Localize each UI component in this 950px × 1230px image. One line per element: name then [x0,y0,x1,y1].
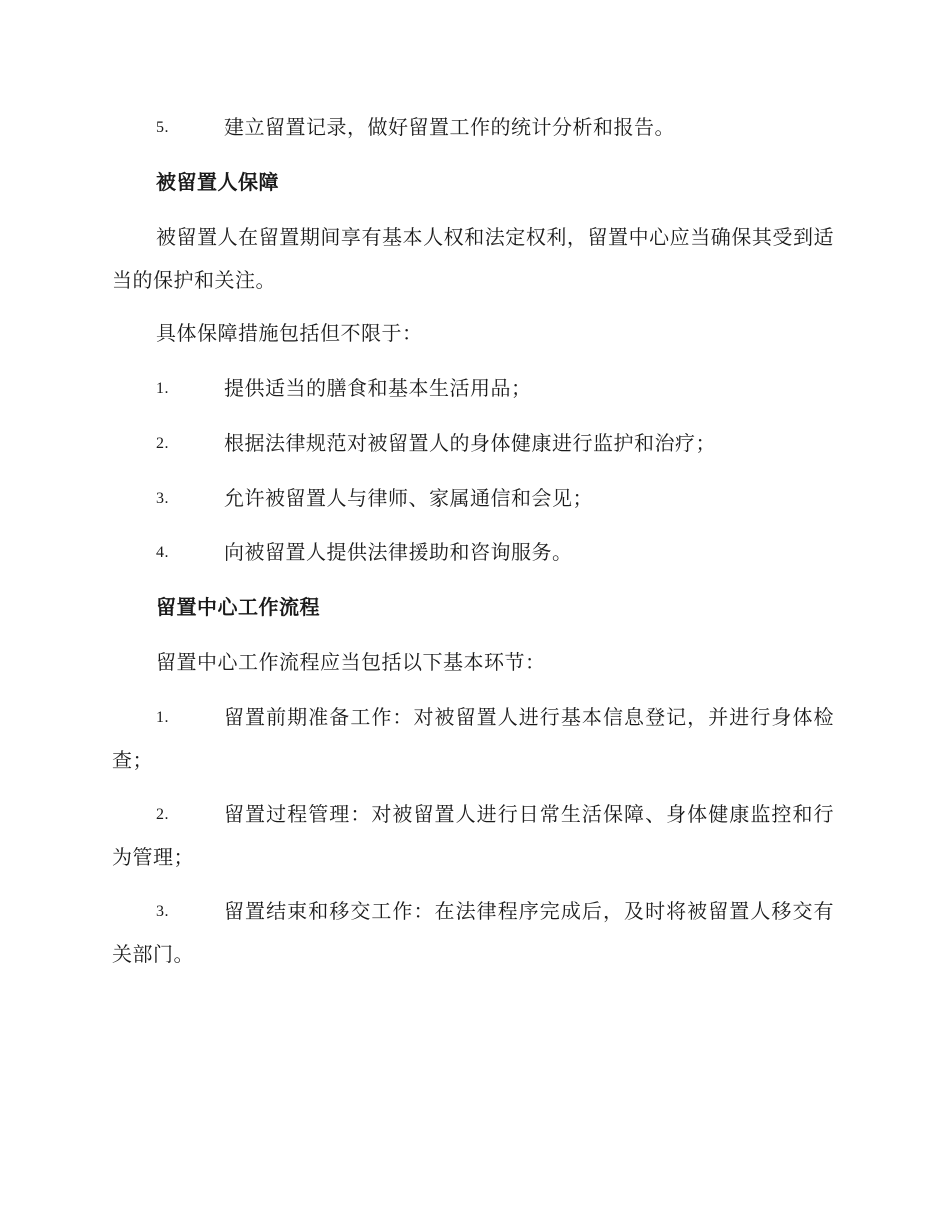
list-text: 留置结束和移交工作：在法律程序完成后，及时将被留置人移交有关部门。 [112,899,834,966]
list-number: 2. [156,435,169,452]
list-item [112,531,834,574]
list-item [112,696,834,782]
list-text: 根据法律规范对被留置人的身体健康进行监护和治疗； [224,431,716,455]
list-item [112,477,834,520]
list-number: 2. [156,806,169,823]
list-number: 3. [156,490,169,507]
list-number: 3. [156,903,169,920]
list-number: 4. [156,544,169,561]
list-item [112,422,834,465]
list-item [112,367,834,410]
list-text: 建立留置记录，做好留置工作的统计分析和报告。 [224,115,675,139]
section-heading: 留置中心工作流程 [156,595,320,619]
paragraph: 具体保障措施包括但不限于： [156,321,423,345]
list-number: 1. [156,709,169,726]
list-text: 留置前期准备工作：对被留置人进行基本信息登记，并进行身体检查； [112,705,834,772]
list-text: 留置过程管理：对被留置人进行日常生活保障、身体健康监控和行为管理； [112,802,834,869]
list-text: 允许被留置人与律师、家属通信和会见； [224,486,593,510]
list-number: 5. [156,119,169,136]
paragraph: 留置中心工作流程应当包括以下基本环节： [156,650,546,674]
list-item [112,106,834,149]
list-number: 1. [156,380,169,397]
section-heading: 被留置人保障 [156,170,279,194]
paragraph: 被留置人在留置期间享有基本人权和法定权利，留置中心应当确保其受到适当的保护和关注。 [112,225,834,292]
list-item [112,890,834,976]
list-text: 向被留置人提供法律援助和咨询服务。 [224,540,573,564]
list-item [112,793,834,879]
list-text: 提供适当的膳食和基本生活用品； [224,376,532,400]
